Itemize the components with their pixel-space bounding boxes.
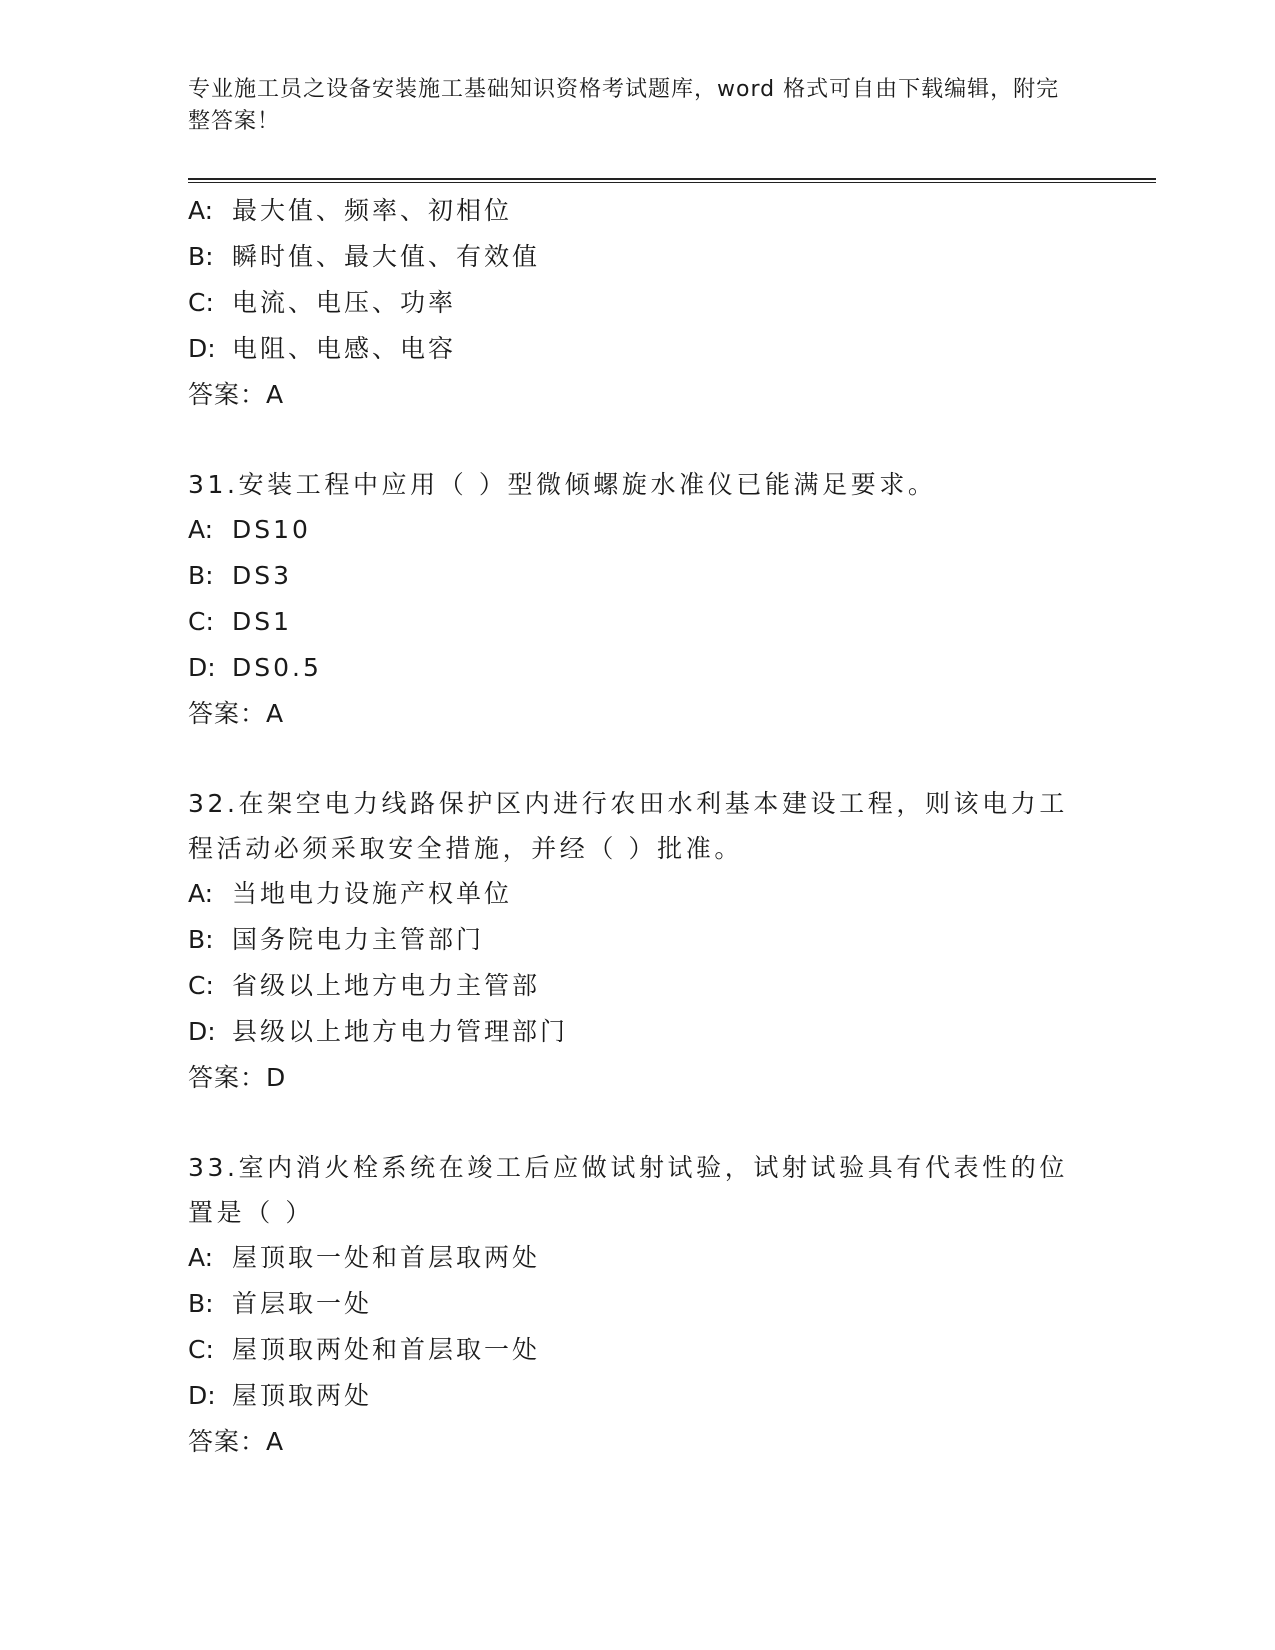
answer-label: 答案：D bbox=[188, 1063, 287, 1092]
option-a: A: 当地电力设施产权单位 bbox=[188, 879, 513, 908]
option-a: A: 屋顶取一处和首层取两处 bbox=[188, 1243, 541, 1272]
option-c: C: 省级以上地方电力主管部 bbox=[188, 971, 541, 1000]
option-b: B: 国务院电力主管部门 bbox=[188, 925, 485, 954]
question-list bbox=[188, 188, 1088, 1465]
question-block bbox=[188, 781, 1088, 1101]
option-a: A: DS10 bbox=[188, 515, 311, 544]
header-divider bbox=[188, 178, 1156, 183]
question-stem: 31.安装工程中应用（ ）型微倾螺旋水准仪已能满足要求。 bbox=[188, 470, 937, 499]
option-c: C: 电流、电压、功率 bbox=[188, 288, 457, 317]
document-header: 专业施工员之设备安装施工基础知识资格考试题库，word 格式可自由下载编辑，附完整答案！ bbox=[188, 77, 1060, 134]
question-block bbox=[188, 1145, 1088, 1465]
answer-label: 答案：A bbox=[188, 1427, 285, 1456]
option-b: B: 瞬时值、最大值、有效值 bbox=[188, 242, 541, 271]
option-d: D: 电阻、电感、电容 bbox=[188, 334, 457, 363]
question-block bbox=[188, 188, 1088, 418]
option-c: C: DS1 bbox=[188, 607, 293, 636]
option-d: D: 县级以上地方电力管理部门 bbox=[188, 1017, 569, 1046]
option-d: D: DS0.5 bbox=[188, 653, 322, 682]
question-stem: 32.在架空电力线路保护区内进行农田水利基本建设工程，则该电力工程活动必须采取安全措施，并经（ ）批准。 bbox=[188, 789, 1068, 863]
option-a: A: 最大值、频率、初相位 bbox=[188, 196, 513, 225]
answer-label: 答案：A bbox=[188, 699, 285, 728]
option-c: C: 屋顶取两处和首层取一处 bbox=[188, 1335, 541, 1364]
option-b: B: 首层取一处 bbox=[188, 1289, 373, 1318]
question-stem: 33.室内消火栓系统在竣工后应做试射试验，试射试验具有代表性的位置是（ ） bbox=[188, 1153, 1068, 1227]
option-b: B: DS3 bbox=[188, 561, 293, 590]
option-d: D: 屋顶取两处 bbox=[188, 1381, 373, 1410]
question-block bbox=[188, 462, 1088, 737]
answer-label: 答案：A bbox=[188, 380, 285, 409]
